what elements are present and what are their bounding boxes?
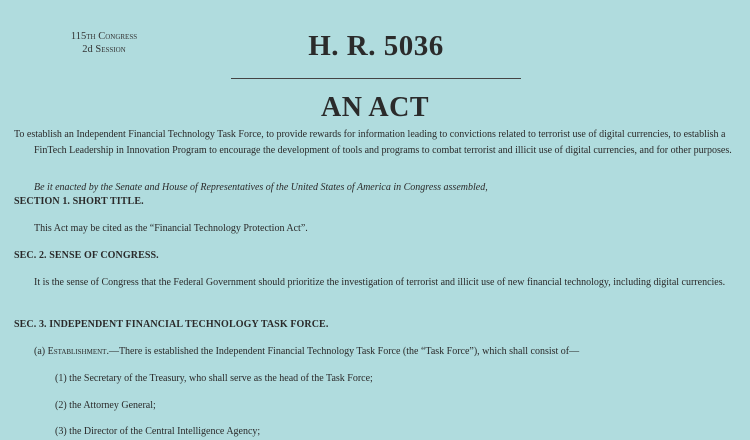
act-title: AN ACT (320, 92, 429, 123)
congress-number: 115 (70, 31, 87, 42)
section-1-heading: SECTION 1. SHORT TITLE. (14, 196, 144, 207)
section-1-text: This Act may be cited as the “Financial Technology Protection Act”. (34, 223, 308, 234)
session-word: Session (95, 44, 126, 55)
congress-word: Congress (98, 31, 138, 42)
section-3-item-1: (1) the Secretary of the Treasury, who shall serve as the head of the Task Force; (55, 373, 373, 384)
enacting-clause: Be it enacted by the Senate and House of Representatives of the United States of America in Congress assembled, (34, 182, 488, 193)
session-line (58, 43, 150, 56)
section-3-subsection-a (34, 344, 734, 360)
header-divider (231, 78, 521, 79)
session-number: 2d (82, 44, 93, 55)
section-3-item-3: (3) the Director of the Central Intelligence Agency; (55, 426, 261, 437)
bill-number: H. R. 5036 (308, 30, 444, 62)
congress-line (58, 30, 150, 43)
subsection-a-text: .—There is established the Independent Financial Technology Task Force (the “Task Force”), which shall consist of— (106, 346, 580, 357)
congress-session-label (58, 30, 150, 56)
section-3-heading: SEC. 3. INDEPENDENT FINANCIAL TECHNOLOGY TASK FORCE. (14, 319, 329, 330)
congress-suffix: th (86, 31, 96, 42)
section-3-item-2: (2) the Attorney General; (55, 400, 156, 411)
section-2-text: It is the sense of Congress that the Federal Government should prioritize the investigation of terrorist and illicit use of new financial technology, including digital currencies. (34, 277, 726, 288)
section-2-heading: SEC. 2. SENSE OF CONGRESS. (14, 250, 159, 261)
purpose-statement: To establish an Independent Financial Technology Task Force, to provide rewards for information leading to convictions related to terrorist use of digital currencies, to establish a FinTech Leadership in Innovation Program to encourage the development of tools and programs to combat terrorist and illicit use of digital currencies, and for other purposes. (14, 129, 732, 156)
subsection-a-label: (a) (34, 346, 46, 357)
subsection-a-heading: Establishment (47, 346, 107, 357)
